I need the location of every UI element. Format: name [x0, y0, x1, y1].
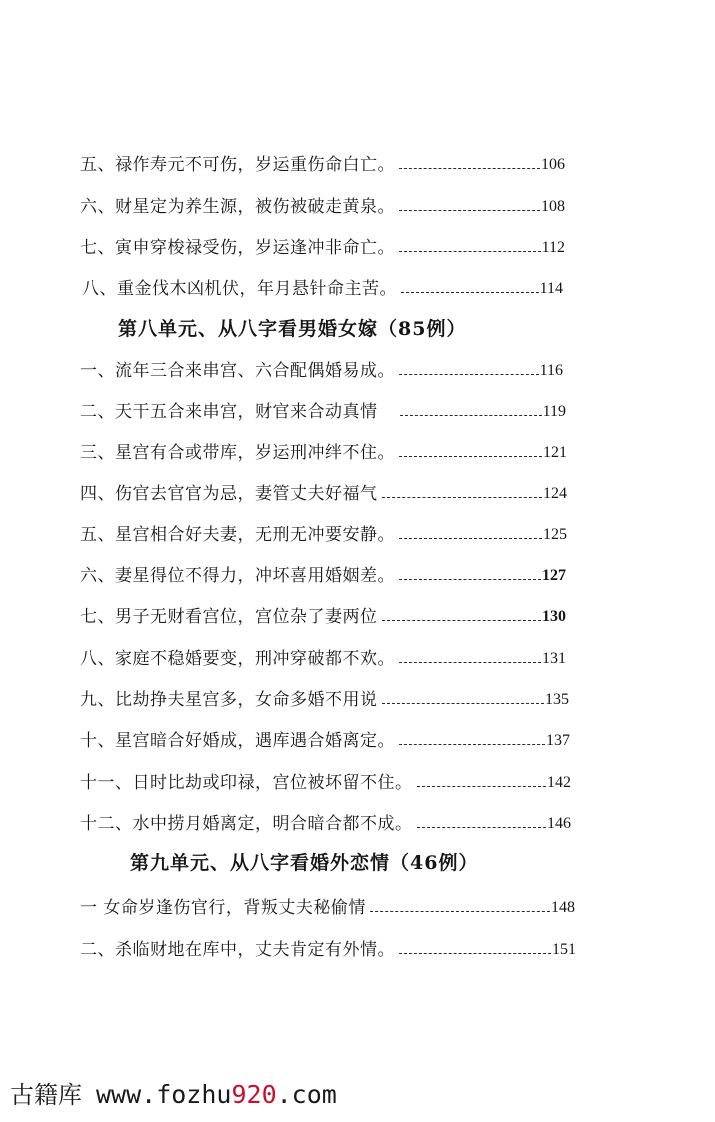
toc-leader-dots	[399, 578, 541, 580]
watermark-site-suffix: .com	[276, 1080, 337, 1109]
toc-entry-title: 四、伤官去官官为忌，妻管丈夫好福气	[80, 484, 378, 504]
toc-entry-title: 十二、水中捞月婚离定，明合暗合都不成。	[80, 814, 413, 834]
toc-leader-dots	[370, 910, 550, 912]
toc-entry-page: 142	[547, 774, 571, 791]
toc-leader-dots	[382, 702, 545, 704]
toc-entry-page: 119	[542, 403, 566, 420]
toc-entry-title: 二、杀临财地在库中，丈夫肯定有外情。	[80, 940, 395, 960]
toc-entry-page: 131	[542, 650, 566, 667]
toc-entry-title: 八、家庭不稳婚要变，刑冲穿破都不欢。	[80, 649, 395, 669]
toc-entry-page: 148	[551, 899, 575, 916]
toc-entry-page: 130	[542, 608, 566, 625]
toc-entry	[80, 356, 563, 386]
site-watermark	[10, 1077, 337, 1113]
toc-entry-title: 九、比劫挣夫星宫多，女命多婚不用说	[80, 690, 378, 710]
section-heading-unit-9: 第九单元、从八字看婚外恋情（46例）	[130, 852, 479, 874]
toc-entry	[80, 192, 565, 222]
toc-entry	[80, 233, 565, 263]
toc-entry-page: 127	[542, 567, 566, 584]
toc-entry-title: 五、星宫相合好夫妻，无刑无冲要安静。	[80, 525, 395, 545]
toc-entry-title: 一、流年三合来串宫、六合配偶婚易成。	[80, 361, 395, 381]
toc-leader-dots	[399, 743, 545, 745]
toc-entry-title: 三、星宫有合或带库，岁运刑冲绊不住。	[80, 443, 395, 463]
toc-entry	[80, 479, 567, 509]
toc-entry	[80, 397, 566, 427]
toc-leader-dots	[400, 414, 542, 416]
toc-entry-page: 124	[543, 485, 567, 502]
watermark-site-prefix: www.fozhu	[96, 1080, 232, 1109]
toc-entry-title: 十一、日时比劫或印禄，宫位被坏留不住。	[80, 773, 413, 793]
toc-leader-dots	[417, 785, 547, 787]
toc-entry	[80, 935, 576, 965]
toc-entry	[80, 726, 570, 756]
toc-entry	[80, 893, 575, 923]
toc-entry-page: 135	[545, 691, 569, 708]
toc-leader-dots	[399, 209, 540, 211]
toc-leader-dots	[399, 373, 539, 375]
toc-leader-dots	[417, 826, 547, 828]
toc-leader-dots	[399, 952, 551, 954]
toc-leader-dots	[399, 167, 540, 169]
toc-entry-page: 106	[541, 156, 565, 173]
toc-entry-title: 十、星宫暗合好婚成，遇库遇合婚离定。	[80, 731, 395, 751]
toc-entry	[80, 644, 566, 674]
toc-leader-dots	[382, 619, 542, 621]
toc-leader-dots	[401, 291, 539, 293]
toc-entry	[80, 520, 567, 550]
watermark-name: 古籍库	[10, 1081, 82, 1109]
toc-entry-page: 125	[543, 526, 567, 543]
toc-entry-title: 一 女命岁逢伤官行，背叛丈夫秘偷情	[80, 898, 366, 918]
toc-entry	[80, 150, 565, 180]
watermark-site-number: 920	[231, 1080, 277, 1109]
toc-entry	[80, 809, 571, 839]
toc-entry-title: 六、财星定为养生源，被伤被破走黄泉。	[80, 197, 395, 217]
toc-entry	[80, 685, 569, 715]
toc-entry-title: 八、重金伐木凶机伏，年月悬针命主苦。	[82, 279, 397, 299]
toc-entry	[80, 438, 567, 468]
toc-entry-title: 二、天干五合来串宫，财官来合动真情	[80, 402, 378, 422]
toc-entry-page: 114	[539, 280, 563, 297]
section-heading-unit-8: 第八单元、从八字看男婚女嫁（85例）	[118, 318, 467, 340]
toc-entry-page: 146	[547, 815, 571, 832]
toc-entry-page: 137	[546, 732, 570, 749]
toc-entry	[80, 768, 571, 798]
toc-leader-dots	[399, 661, 541, 663]
toc-entry-page: 112	[541, 239, 565, 256]
toc-entry-page: 108	[541, 198, 565, 215]
toc-entry-page: 116	[539, 362, 563, 379]
toc-entry	[82, 274, 563, 304]
toc-entry-title: 五、禄作寿元不可伤，岁运重伤命白亡。	[80, 155, 395, 175]
toc-entry-page: 151	[552, 941, 576, 958]
toc-leader-dots	[399, 537, 542, 539]
toc-entry-title: 六、妻星得位不得力，冲坏喜用婚姻差。	[80, 566, 395, 586]
toc-entry	[80, 561, 566, 591]
toc-entry-title: 七、男子无财看宫位，宫位杂了妻两位	[80, 607, 378, 627]
toc-entry-page: 121	[543, 444, 567, 461]
toc-leader-dots	[382, 496, 543, 498]
toc-leader-dots	[399, 250, 541, 252]
toc-leader-dots	[399, 455, 542, 457]
toc-entry	[80, 602, 566, 632]
toc-entry-title: 七、寅申穿梭禄受伤，岁运逢冲非命亡。	[80, 238, 395, 258]
